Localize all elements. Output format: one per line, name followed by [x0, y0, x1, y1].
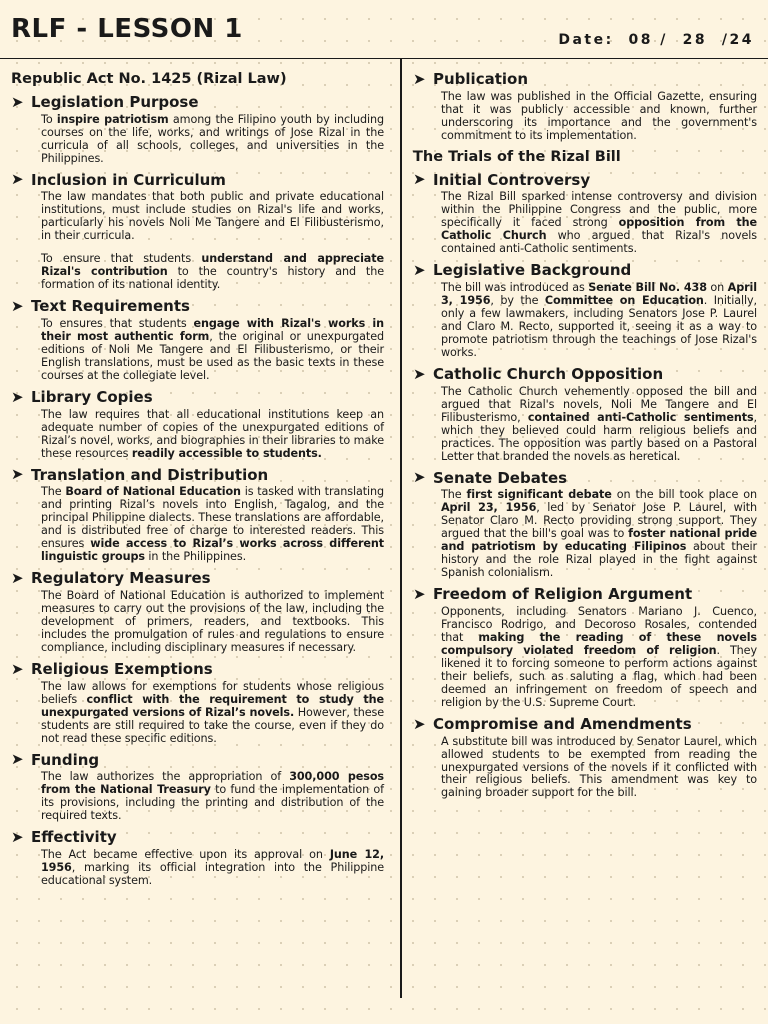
section-heading [11, 466, 384, 485]
section-heading-text: Publication [433, 70, 529, 88]
paragraph-text: on [706, 280, 728, 294]
paragraph-text: among the Filipino youth by including courses on the life, works, and writings of Jose Rizal in the curricula of all schools, colleges, and universities in the Philippines. [41, 112, 384, 165]
section-paragraph [441, 385, 757, 463]
date-label: Date: [558, 32, 614, 48]
arrow-bullet-icon: ➤ [413, 69, 426, 88]
section-heading-text: Legislation Purpose [31, 92, 199, 111]
paragraph-text: is tasked with translating and printing Rizal’s novels into English, Tagalog, and the principal Philippine dialects. These translations are affordable, and is distributed free of charge to interested readers. This ensures [41, 485, 384, 551]
section-paragraph [41, 317, 384, 382]
section-heading [11, 388, 384, 407]
section-paragraph [441, 735, 757, 800]
section-effectivity [11, 828, 384, 887]
arrow-bullet-icon: ➤ [11, 170, 24, 189]
right-column-title: The Trials of the Rizal Bill [413, 148, 621, 165]
section-heading-text: Translation and Distribution [31, 465, 269, 484]
paragraph-text: , by the [490, 293, 545, 307]
paragraph-text: However, these students are still required to take the course, even if they do not read these specific editions. [41, 705, 384, 745]
right-sections [413, 171, 757, 800]
paragraph-text: , the original or unexpurgated editions of Noli Me Tangere and El Filibusterismo, or their English translations, must be used as the basic texts in these courses at the collegiate level. [41, 329, 384, 382]
section-heading [413, 365, 757, 384]
emphasis-text: opposition from the Catholic Church [441, 216, 757, 243]
date-value: 08 / 28 /24 [628, 32, 754, 48]
paragraph-text: on the bill took place on [611, 488, 757, 502]
arrow-bullet-icon: ➤ [11, 92, 24, 111]
paragraph-text: who argued that Rizal's novels contained anti-Catholic sentiments. [441, 229, 757, 256]
section-paragraph [441, 488, 757, 579]
arrow-bullet-icon: ➤ [11, 828, 24, 847]
paragraph-text: The law was published in the Official Gazette, ensuring that it was publicly accessible and known, further underscoring its importance and the government's commitment to its implementation. [441, 89, 757, 142]
paragraph-text: to fund the implementation of its provisions, including the printing and distribution of the required texts. [41, 783, 384, 823]
paragraph-text: The law requires that all educational institutions keep an adequate number of copies of the unexpurgated editions of Rizal’s novel, works, and biographies in their libraries to make these resources [41, 407, 384, 460]
paragraph-text: The [441, 488, 467, 502]
arrow-bullet-icon: ➤ [413, 714, 426, 733]
emphasis-text: Board of National Education [65, 485, 241, 499]
emphasis-text: 300,000 pesos from the National Treasury [41, 770, 384, 797]
arrow-bullet-icon: ➤ [413, 468, 426, 487]
emphasis-text: April 23, 1956 [441, 501, 537, 515]
left-column [11, 70, 384, 893]
paragraph-text: The Act became effective upon its approval on [41, 847, 330, 861]
section-legislative-background [413, 261, 757, 359]
left-sections [11, 93, 384, 887]
section-paragraph [41, 252, 384, 291]
paragraph-text: The Board of National Education is authorized to implement measures to carry out the provisions of the law, including the development of primers, readers, and textbooks. This includes the promulgation of rules and regulations to ensure compliance, including disciplinary measures if necessary. [41, 588, 384, 654]
paragraph-text: , which they believed could harm religious beliefs and practices. The opposition was partly based on a Pastoral Letter that branded the novels as heretical. [441, 410, 757, 463]
section-funding [11, 751, 384, 823]
right-pre-sections [413, 70, 757, 142]
arrow-bullet-icon: ➤ [413, 170, 426, 189]
paragraph-text: in the Philippines. [144, 550, 247, 564]
section-initial-controversy [413, 171, 757, 256]
section-heading [11, 297, 384, 316]
paragraph-text: , marking its official integration into the Philippine educational system. [41, 860, 384, 887]
section-compromise-and-amendments [413, 715, 757, 800]
date-line [558, 32, 754, 48]
emphasis-text: readily accessible to students. [131, 446, 322, 460]
paragraph-text: The [41, 485, 66, 499]
emphasis-text: engage with Rizal's works in their most authentic form [41, 316, 384, 343]
section-paragraph [41, 485, 384, 563]
section-heading [11, 828, 384, 847]
section-paragraph [441, 281, 757, 359]
section-heading [11, 171, 384, 190]
emphasis-text: contained anti-Catholic sentiments [527, 410, 754, 424]
arrow-bullet-icon: ➤ [413, 261, 426, 280]
section-heading-text: Text Requirements [31, 297, 190, 316]
section-heading-text: Library Copies [31, 387, 153, 406]
section-paragraph [41, 113, 384, 165]
section-religious-exemptions [11, 660, 384, 745]
section-senate-debates [413, 469, 757, 580]
emphasis-text: June 12, 1956 [41, 847, 385, 874]
section-heading [11, 660, 384, 679]
arrow-bullet-icon: ➤ [11, 569, 24, 588]
section-paragraph [41, 848, 384, 887]
page-title: RLF - LESSON 1 [11, 14, 243, 44]
paragraph-text: The bill was introduced as [441, 280, 589, 294]
section-heading [413, 70, 757, 89]
paragraph-text: The law allows for exemptions for students whose religious beliefs [41, 679, 384, 706]
section-heading [413, 469, 757, 488]
emphasis-text: inspire patriotism [56, 112, 169, 126]
section-heading-text: Religious Exemptions [31, 659, 213, 678]
right-column [413, 70, 757, 805]
arrow-bullet-icon: ➤ [11, 659, 24, 678]
arrow-bullet-icon: ➤ [413, 585, 426, 604]
section-regulatory-measures [11, 569, 384, 654]
emphasis-text: April 3, 1956 [441, 280, 757, 307]
section-paragraph [441, 190, 757, 255]
section-publication [413, 70, 757, 142]
section-heading-text: Legislative Background [433, 261, 632, 280]
section-legislation-purpose [11, 93, 384, 165]
section-heading-text: Senate Debates [433, 468, 568, 487]
paragraph-text: The Catholic Church vehemently opposed the bill and argued that Rizal's novels, Noli Me Tangere and El Filibusterismo, [441, 384, 757, 424]
emphasis-text: foster national pride and patriotism by educating Filipinos [441, 527, 757, 554]
section-heading-text: Inclusion in Curriculum [31, 170, 226, 189]
section-inclusion-in-curriculum [11, 171, 384, 292]
section-paragraph [41, 408, 384, 460]
paragraph-text: to the country's history and the formation of its national identity. [41, 265, 384, 292]
section-heading-text: Funding [31, 750, 100, 769]
emphasis-text: Senate Bill No. 438 [588, 280, 707, 294]
arrow-bullet-icon: ➤ [11, 750, 24, 769]
section-paragraph [41, 680, 384, 745]
left-column-title: Republic Act No. 1425 (Rizal Law) [11, 71, 287, 87]
paragraph-text: A substitute bill was introduced by Senator Laurel, which allowed students to be exempted from reading the unexpurgated versions of the novels if it conflicted with their religious beliefs. This amendment was key to gaining broader support for the bill. [441, 734, 757, 800]
paragraph-text: . They likened it to forcing someone to perform actions against their beliefs, such as saluting a flag, which had been deemed an infringement on freedom of speech and religion by the U.S. Supreme Court. [441, 643, 757, 709]
paragraph-text: To [41, 112, 57, 126]
page-header [0, 0, 768, 59]
section-paragraph [41, 589, 384, 654]
arrow-bullet-icon: ➤ [11, 387, 24, 406]
arrow-bullet-icon: ➤ [413, 364, 426, 383]
section-heading-text: Initial Controversy [433, 170, 591, 189]
section-paragraph [441, 90, 757, 142]
section-freedom-of-religion-argument [413, 585, 757, 709]
section-heading [11, 93, 384, 112]
section-catholic-church-opposition [413, 365, 757, 463]
section-heading-text: Compromise and Amendments [433, 714, 692, 733]
paragraph-text: about their history and the role Rizal played in the fight against Spanish colonialism. [441, 540, 758, 580]
section-paragraph [41, 770, 384, 822]
section-heading-text: Catholic Church Opposition [433, 364, 664, 383]
arrow-bullet-icon: ➤ [11, 465, 24, 484]
paragraph-text: Opponents, including Senators Mariano J. Cuenco, Francisco Rodrigo, and Decoroso Rosales, contended that [441, 604, 757, 644]
section-heading [11, 751, 384, 770]
section-paragraph [441, 605, 757, 709]
paragraph-text: To ensures that students [41, 316, 194, 330]
section-heading-text: Regulatory Measures [31, 569, 211, 588]
section-library-copies [11, 388, 384, 460]
emphasis-text: conflict with the requirement to study the unexpurgated versions of Rizal’s novels. [41, 692, 385, 719]
emphasis-text: making the reading of these novels compulsory violated freedom of religion [441, 630, 757, 657]
emphasis-text: Committee on Education [544, 293, 704, 307]
paragraph-text: The law mandates that both public and private educational institutions, must include studies on Rizal's life and works, particularly his novels Noli Me Tangere and El Filibusterismo, in their curricula. [41, 190, 384, 243]
paragraph-text: , led by Senator Jose P. Laurel, with Senator Claro M. Recto providing strong support. They argued that the bill's goal was to [441, 501, 758, 541]
section-heading [413, 171, 757, 190]
arrow-bullet-icon: ➤ [11, 297, 24, 316]
section-text-requirements [11, 297, 384, 382]
section-translation-and-distribution [11, 466, 384, 564]
paragraph-text: The Rizal Bill sparked intense controversy and division within the Philippine Congress and the public, more specifically it faced strong [441, 190, 757, 230]
emphasis-text: wide access to Rizal’s works across different linguistic groups [41, 537, 384, 564]
section-heading-text: Freedom of Religion Argument [433, 585, 693, 604]
section-heading [11, 569, 384, 588]
column-divider [400, 58, 402, 998]
section-heading [413, 715, 757, 734]
section-heading [413, 261, 757, 280]
section-heading [413, 585, 757, 604]
emphasis-text: first significant debate [466, 488, 612, 502]
paragraph-text: The law authorizes the appropriation of [41, 770, 290, 784]
paragraph-text: . Initially, only a few lawmakers, including Senators Jose P. Laurel and Claro M. Recto, supported it, seeing it as a way to promote patriotism through the teachings of Jose Rizal's works. [441, 293, 757, 359]
paragraph-text: To ensure that students [41, 252, 202, 266]
emphasis-text: understand and appreciate Rizal's contribution [41, 252, 384, 279]
section-paragraph [41, 190, 384, 242]
section-heading-text: Effectivity [31, 828, 117, 847]
